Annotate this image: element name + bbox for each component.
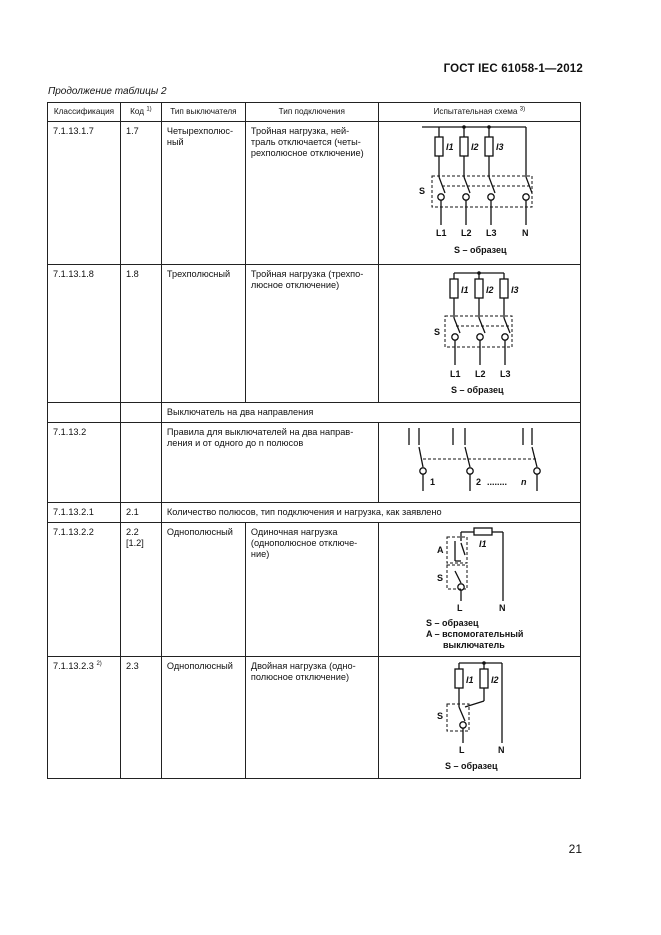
cell-switch-type: Четырехполюс-ный [161,122,245,265]
table-header-row [48,103,581,122]
aux-switch-label: A [436,545,444,555]
terminal-label: N [497,745,505,755]
cell-diagram [378,423,580,503]
two-way-switch-diagram [379,423,566,499]
cell-code: 2.1 [120,503,161,523]
col-test-scheme [378,103,580,122]
cell-connection: Тройная нагрузка, ней-траль отключается (четы-рехполюсное отключение) [245,122,378,265]
cell-code: 1.7 [120,122,161,265]
table-row [48,423,581,503]
sample-label: S [418,186,425,196]
cell-code: 1.8 [120,265,161,403]
terminal-label: L3 [485,228,497,238]
load-label: I1 [445,142,454,152]
diagram-caption: S – образец [450,385,504,395]
cell-code [120,523,161,657]
cell-classification: 7.1.13.2.1 [48,503,121,523]
diagram-caption: выключатель [442,640,505,650]
cell-classification [48,657,121,779]
terminal-label: L1 [449,369,461,379]
table-continuation: Продолжение таблицы 2 [48,86,167,97]
cell-switch-type: Однополюсный [161,657,245,779]
cell-span-text: Количество полюсов, тип подключения и нагрузка, как заявлено [161,503,580,523]
col-test-scheme-label: Испытательная схема [433,107,518,116]
cell-switch-type: Однополюсный [161,523,245,657]
classification-note: 2) [96,660,102,667]
col-code-label: Код [130,107,145,116]
cell-diagram [378,523,580,657]
diagram-caption: S – образец [444,761,498,771]
terminal-label: L1 [435,228,447,238]
terminal-label: L [458,745,465,755]
cell-classification: 7.1.13.1.8 [48,265,121,403]
terminal-label: L3 [499,369,511,379]
terminal-label: L2 [474,369,486,379]
table-row [48,265,581,403]
cell-empty [120,403,161,423]
diagram-caption: S – образец [425,618,479,628]
diagram-caption: S – образец [453,245,507,255]
pole-label: 2 [475,477,481,487]
load-label: I3 [495,142,504,152]
col-classification: Классификация [48,103,121,122]
col-code-note: 1) [146,106,152,113]
code-value: 2.2 [125,527,139,537]
table-row [48,657,581,779]
load-label: I3 [510,285,519,295]
table-row [48,503,581,523]
cell-switch-type: Трехполюсный [161,265,245,403]
cell-diagram [378,122,580,265]
load-label: I1 [478,539,487,549]
sample-label: S [436,711,443,721]
terminal-label: N [498,603,506,613]
pole-dots: ........ [486,477,507,487]
load-label: I1 [460,285,469,295]
page-number: 21 [568,842,582,856]
four-pole-diagram [379,122,566,260]
cell-connection: Двойная нагрузка (одно-полюсное отключение) [245,657,378,779]
terminal-label: N [521,228,529,238]
col-code [120,103,161,122]
table-row [48,122,581,265]
terminal-label: L [456,603,463,613]
code-ref: [1.2] [125,538,144,548]
three-pole-diagram [379,265,566,399]
load-label: I1 [465,675,474,685]
cell-diagram [378,657,580,779]
pole-label: n [520,477,527,487]
terminal-label: L2 [460,228,472,238]
pole-label: 1 [429,477,435,487]
cell-connection: Правила для выключателей на два направ-ления и от одного до n полюсов [161,423,378,503]
cell-connection: Одиночная нагрузка (однополюсное отключе-ние) [245,523,378,657]
diagram-caption: A – вспомогательный [425,629,524,639]
double-load-diagram [379,657,566,775]
cell-classification: 7.1.13.1.7 [48,122,121,265]
cell-connection: Тройная нагрузка (трехпо-люсное отключение) [245,265,378,403]
load-label: I2 [470,142,479,152]
cell-classification: 7.1.13.2.2 [48,523,121,657]
col-test-scheme-note: 3) [519,106,526,113]
classification-table [47,102,581,779]
col-switch-type: Тип выключателя [161,103,245,122]
table-row [48,403,581,423]
single-pole-aux-diagram [379,523,566,653]
sample-label: S [436,573,443,583]
load-label: I2 [490,675,499,685]
sample-label: S [433,327,440,337]
cell-section-title: Выключатель на два направления [161,403,580,423]
col-connection-type: Тип подключения [245,103,378,122]
cell-code [120,423,161,503]
table-row [48,523,581,657]
cell-code: 2.3 [120,657,161,779]
load-label: I2 [485,285,494,295]
classification-value: 7.1.13.2.3 [53,661,94,671]
cell-diagram [378,265,580,403]
cell-classification: 7.1.13.2 [48,423,121,503]
standard-number: ГОСТ IEC 61058-1—2012 [443,63,583,75]
cell-empty [48,403,121,423]
